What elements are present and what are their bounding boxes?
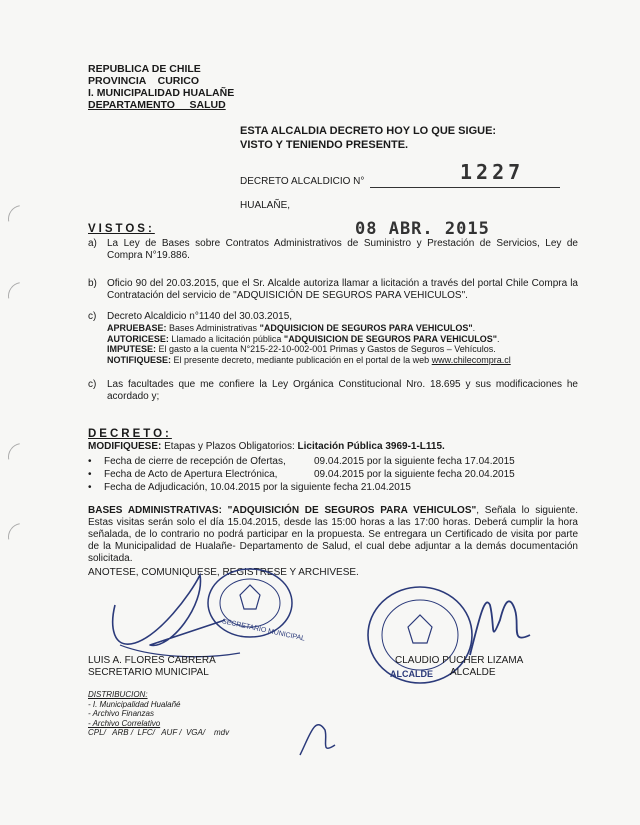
distribution-list <box>88 690 229 738</box>
item-text: La Ley de Bases sobre Contratos Administrativos de Suministro y Prestación de Servicios, Ley de Compra N°19.886. <box>107 238 578 261</box>
resolution-text: El gasto a la cuenta N°215-22-10-002-001 Primas y Gastos de Seguros – Vehículos. <box>156 344 496 354</box>
header-line: I. MUNICIPALIDAD HUALAÑE <box>88 87 235 99</box>
punch-hole <box>3 438 42 477</box>
resolution-text: Llamado a licitación pública <box>168 333 284 344</box>
list-item <box>88 278 578 302</box>
document-title <box>240 124 496 152</box>
bullet-icon: • <box>88 482 92 493</box>
bullet-icon: • <box>88 456 92 467</box>
distribution-item: - I. Municipalidad Hualañé <box>88 699 181 709</box>
resolution-bold: "ADQUISICION DE SEGUROS PARA VEHICULOS" <box>259 323 473 333</box>
resolution-key: IMPUTESE: <box>107 344 157 354</box>
resolution-text: El presente decreto, mediante publicación en el portal de la web <box>171 354 432 365</box>
bullet-left: Fecha de Acto de Apertura Electrónica, <box>104 469 278 480</box>
resolution-list <box>107 323 577 365</box>
bases-bold: BASES ADMINISTRATIVAS: "ADQUISICIÓN DE SEGUROS PARA VEHICULOS" <box>88 505 477 516</box>
resolution-tail: . <box>496 333 500 344</box>
resolution-key: NOTIFIQUESE: <box>107 354 172 365</box>
svg-text:SECRETARIO MUNICIPAL: SECRETARIO MUNICIPAL <box>221 618 306 643</box>
right-signer-role: ALCALDE <box>450 667 496 678</box>
resolution-bold: "ADQUISICION DE SEGUROS PARA VEHICULOS" <box>283 333 497 344</box>
distribution-item: - Archivo Finanzas <box>88 709 154 719</box>
modifiquese-line <box>88 441 445 453</box>
punch-hole <box>3 277 42 316</box>
title-line: ESTA ALCALDIA DECRETO HOY LO QUE SIGUE: <box>240 125 497 137</box>
left-signer-name: LUIS A. FLORES CABRERA <box>88 655 216 666</box>
issuer-header <box>88 63 234 111</box>
place-label: HUALAÑE, <box>240 200 291 211</box>
decreto-label: DECRETO ALCALDICIO N° <box>240 176 365 187</box>
list-item <box>88 311 578 323</box>
bullet-right: 09.04.2015 por la siguiente fecha 20.04.2015 <box>314 469 515 480</box>
bases-text: , Señala lo siguiente. Estas visitas serán solo el día 15.04.2015, desde las 15:00 horas a las 17:00 horas. Deberá cumplir la hora señalada, de lo contrario no podrá participar en la propuesta. Se entregara un Certificado de visita por parte de la Municipalidad de Hualañe- Departamento de Salud, el cual debe adjuntar a la demás documentación solicitada. <box>88 505 578 564</box>
bullet-right: 09.04.2015 por la siguiente fecha 17.04.2015 <box>314 456 515 467</box>
distribution-heading: DISTRIBUCION: <box>88 690 148 699</box>
list-item <box>88 238 578 262</box>
bullet-left: Fecha de Adjudicación, 10.04.2015 por la siguiente fecha 21.04.2015 <box>104 482 411 493</box>
list-item <box>88 456 515 468</box>
item-text: Decreto Alcaldicio n°1140 del 30.03.2015, <box>107 311 293 322</box>
resolution-key: APRUEBASE: <box>107 323 167 333</box>
decreto-number-line <box>370 187 560 188</box>
bullet-left: Fecha de cierre de recepción de Ofertas, <box>104 456 286 467</box>
modifiquese-bold: Licitación Pública 3969-1-L115. <box>297 441 445 452</box>
svg-text:ALCALDE: ALCALDE <box>390 669 433 679</box>
resolution-line <box>107 355 577 366</box>
item-text: Las facultades que me confiere la Ley Orgánica Constitucional Nro. 18.695 y sus modificaciones he acordado y; <box>107 379 578 402</box>
item-label: a) <box>88 238 97 249</box>
item-label: c) <box>88 379 97 390</box>
header-line: REPUBLICA DE CHILE <box>88 63 201 75</box>
chilecompra-link[interactable]: www.chilecompra.cl <box>431 354 511 365</box>
header-line: DEPARTAMENTO SALUD <box>88 99 226 111</box>
title-line: VISTO Y TENIENDO PRESENTE. <box>240 139 409 151</box>
item-text: Oficio 90 del 20.03.2015, que el Sr. Alcalde autoriza llamar a licitación a través del portal Chile Compra la Contratación del servicio de "ADQUISICIÓN DE SEGUROS PARA VEHICULOS". <box>107 278 578 301</box>
date-stamp: 08 ABR. 2015 <box>355 219 490 239</box>
item-label: c) <box>88 311 97 322</box>
vistos-heading: VISTOS: <box>88 223 155 235</box>
secretario-seal-icon <box>208 569 306 643</box>
resolution-text: Bases Administrativas <box>166 323 260 333</box>
decreto-number: 1227 <box>460 160 525 184</box>
item-label: b) <box>88 278 97 289</box>
punch-hole <box>3 518 42 557</box>
list-item <box>88 482 411 494</box>
left-signer-role: SECRETARIO MUNICIPAL <box>88 667 209 678</box>
bases-paragraph <box>88 505 578 565</box>
modifiquese-key: MODIFIQUESE: <box>88 441 162 452</box>
header-line: PROVINCIA CURICO <box>88 75 200 87</box>
distribution-initials: CPL/ ARB / LFC/ AUF / VGA/ mdv <box>88 728 230 738</box>
punch-hole <box>3 200 42 239</box>
resolution-tail: . <box>472 323 476 333</box>
bullet-icon: • <box>88 469 92 480</box>
closing-line: ANOTESE, COMUNIQUESE, REGISTRESE Y ARCHIVESE. <box>88 567 359 578</box>
list-item <box>88 379 578 403</box>
resolution-line <box>107 323 577 334</box>
modifiquese-text: Etapas y Plazos Obligatorios: <box>161 441 298 452</box>
right-signer-name: CLAUDIO PUCHER LIZAMA <box>395 655 524 666</box>
resolution-line <box>107 334 577 345</box>
distribution-item: - Archivo Correlativo <box>88 718 161 728</box>
list-item <box>88 469 515 481</box>
decreto-heading: DECRETO: <box>88 428 172 440</box>
resolution-key: AUTORICESE: <box>107 333 169 344</box>
resolution-line <box>107 344 577 355</box>
